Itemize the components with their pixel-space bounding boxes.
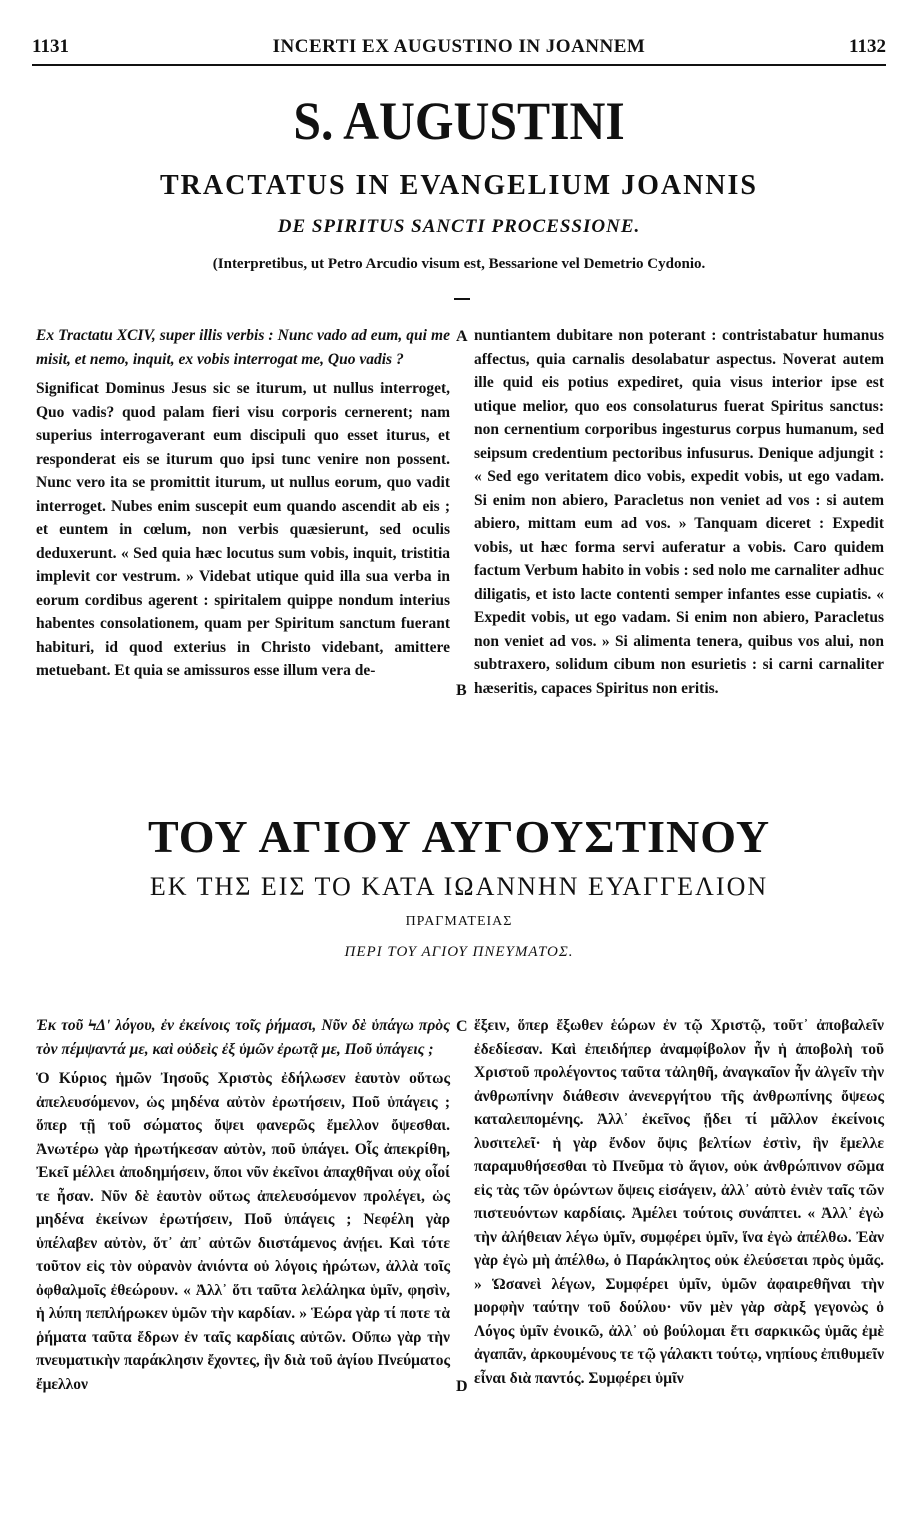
greek-caption: Ἐκ τοῦ ϞΔʹ λόγου, ἐν ἐκείνοις τοῖς ῥήμασι, Νῦν δὲ ὑπάγω πρὸς τὸν πέμψαντά με, καὶ οὐδεὶς ἐξ ὑμῶν ἐρωτᾷ με, Ποῦ ὑπάγεις ;: [36, 1017, 450, 1058]
latin-right-column: [474, 324, 884, 700]
greek-right-column: [474, 1014, 884, 1390]
greek-section-title: ΠΕΡΙ ΤΟΥ ΑΓΙΟΥ ΠΝΕΥΜΑΤΟΣ.: [344, 944, 574, 960]
margin-marker-a: A: [456, 328, 468, 345]
latin-interpreters: (Interpretibus, ut Petro Arcudio visum est, Bessarione vel Demetrio Cydonio.: [212, 256, 706, 272]
latin-left-text: Significat Dominus Jesus sic se iturum, ut nullus interroget, Quo vadis? quod palam fieri visu corporis cernerent; nam superius interrogaverant eum discipuli quo esset iturus, et responderat eis se iturum quo ipsi tunc venire non possent. Nunc vero ita se promittit iturum, ut nullus eorum, quo vadit interroget. Nubes enim suscepit eum quando ascendit ab eis ; et euntem in cœlum, non verbis quæsierunt, sed oculis deduxerunt. « Sed quia hæc locutus sum vobis, inquit, tristitia implevit cor vestrum. » Videbat utique quid illa sua verba in eorum cordibus agerent : spiritalem quippe nondum interius habentes consolationem, quam per Spiritum sanctum fuerant habituri, id quod exterius in Christo videbant, amittere metuebant. Et quia se amissuros esse illum vera de-: [36, 380, 450, 679]
greek-right-text: ἕξειν, ὅπερ ἔξωθεν ἑώρων ἐν τῷ Χριστῷ, τοῦτ᾽ ἀποβαλεῖν ἐδεδίεσαν. Καὶ ἐπειδήπερ ἀναμφίβολον ἦν ἡ ἀποβολὴ τοῦ Χριστοῦ προλέγοντος ταῦτα τἀληθῆ, ἀναγκαῖον ἦν ἀλγεῖν τὴν ἀνθρωπίνην διάθεσιν ἀνενεργήτου τῆς ἀνθρωπίνης ὄψεως καταλειπομένης. Ἀλλ᾽ ἐκεῖνος ᾔδει τί μᾶλλον ἐκείνοις λυσιτελεῖ· ἡ γὰρ ἔνδον ὄψις βελτίων ἐστὶν, ἣν ἔμελλε παραμυθήσεσθαι τὸ Πνεῦμα τὸ ἅγιον, οὐκ ἀνθρώπινον σῶμα εἰς τὰς τῶν ὁρώντων ὄψεις εἰσάγειν, ἀλλ᾽ αὐτὸ ἐνιὲν ταῖς τῶν πιστευόντων καρδίαις. Ἀμέλει τούτοις συνάπτει. « Ἀλλ᾽ ἐγὼ τὴν ἀλήθειαν λέγω ὑμῖν, συμφέρει ὑμῖν, ἵνα ἐγὼ ἀπέλθω. Ἐὰν γὰρ ἐγὼ μὴ ἀπέλθω, ὁ Παράκλητος οὐκ ἐλεύσεται πρὸς ὑμᾶς. » Ὡσανεὶ λέγων, Συμφέρει ὑμῖν, ὑμῶν ἀφαιρεθῆναι τὴν μορφὴν ταύτην τοῦ δούλου· νῦν μὲν γὰρ σὰρξ γεγονὼς ὁ Λόγος ὑμῖν ἐνοικῶ, ἀλλ᾽ οὐ βούλομαι ἔτι σαρκικῶς ὑμᾶς ἐμὲ ἀγαπᾶν, ἀρκουμένους τε τῷ γάλακτι τούτῳ, νηπίους ἐπιθυμεῖν εἶναι διὰ παντός. Συμφέρει ὑμῖν: [474, 1017, 884, 1387]
section-dash: [454, 298, 470, 300]
latin-title: S. AUGUSTINI: [293, 91, 625, 151]
greek-subtitle: ΕΚ ΤΗΣ ΕΙΣ ΤΟ ΚΑΤΑ ΙΩΑΝΝΗΝ ΕΥΑΓΓΕΛΙΟΝ: [149, 872, 769, 901]
margin-marker-d: D: [456, 1378, 468, 1395]
latin-left-column: [36, 324, 450, 683]
page-number-left: 1131: [32, 36, 69, 57]
latin-subsubtitle: DE SPIRITUS SANCTI PROCESSIONE.: [277, 216, 641, 237]
greek-left-text: Ὁ Κύριος ἡμῶν Ἰησοῦς Χριστὸς ἐδήλωσεν ἑαυτὸν οὕτως ἀπελευσόμενον, ὡς μηδένα αὐτὸν ἐρωτήσειν, Ποῦ ὑπάγεις ; ὅπερ τῇ τοῦ σώματος ὄψει φανερῶς ἔμελλον ὄψεσθαι. Ἀνωτέρω γὰρ ἠρωτήκεσαν αὐτὸν, ποῦ ὑπάγει. Οἷς ἀπεκρίθη, Ἐκεῖ μέλλει ἀποδημήσειν, ὅποι νῦν ἐκεῖνοι ἀπαχθῆναι οὐχ οἷοί τε ἦσαν. Νῦν δὲ ἑαυτὸν οὕτως ἀπελευσόμενον προλέγει, ὡς μηδένα ἐκείνων ἐρωτήσειν, Ποῦ ὑπάγεις ; Νεφέλη γὰρ ὑπέλαβεν αὐτὸν, ὅτ᾽ ἀπ᾽ αὐτῶν διιστάμενος ἀνῄει. Καὶ τότε τοῦτον εἰς τὸν οὐρανὸν ἀνιόντα οὐ λόγοις ἠρώτων, ἀλλὰ τοῖς ὀφθαλμοῖς ἐθεώρουν. « Ἀλλ᾽ ὅτι ταῦτα λελάληκα ὑμῖν, φησὶν, ἡ λύπη πεπλήρωκεν ὑμῶν τὴν καρδίαν. » Ἑώρα γὰρ τί ποτε τὰ ῥήματα ταῦτα ἔδρων ἐν ταῖς καρδίαις αὐτῶν. Οὔπω γὰρ τὴν πνευματικὴν παράκλησιν ἔχοντες, ἣν διὰ τοῦ ἁγίου Πνεύματος ἔμελλον: [36, 1070, 450, 1393]
margin-marker-b: B: [456, 682, 467, 699]
latin-subtitle: TRACTATUS IN EVANGELIUM JOANNIS: [160, 170, 758, 201]
page-number-right: 1132: [849, 36, 886, 57]
page-header: [32, 36, 886, 62]
header-rule: [32, 64, 886, 66]
latin-caption: Ex Tractatu XCIV, super illis verbis : Nunc vado ad eum, qui me misit, et nemo, inquit, ex vobis interrogat me, Quo vadis ?: [36, 327, 450, 368]
latin-right-text: nuntiantem dubitare non poterant : contristabatur humanus affectus, quia carnalis desolabatur aspectus. Noverat autem ille quid eis potius expediret, quia visus interior ipse est utique melior, quo eos consolaturus fuerat Spiritus sanctus: non cernentium corporibus ingesturus corpus humanum, sed seipsum credentium pectoribus infusurus. Denique adjungit : « Sed ego veritatem dico vobis, expedit vobis, ut ego vadam. Si enim non abiero, Paracletus non veniet ad vos : si autem abiero, mittam eum ad vos. » Tanquam diceret : Expedit vobis, ut hæc forma servi auferatur a vobis. Caro quidem factum Verbum habito in vobis : sed nolo me carnaliter adhuc diligatis, et isto lacte contenti semper infantes esse cupiatis. « Expedit vobis, ut ego vadam. Si enim non abiero, Paracletus non veniet ad vos. » Si alimenta tenera, quibus vos alui, non subtraxero, solidum cibum non esurietis : si carni carnaliter hæseritis, capaces Spiritus non eritis.: [474, 327, 884, 697]
greek-title: ΤΟΥ ΑΓΙΟΥ ΑΥΓΟΥΣΤΙΝΟΥ: [147, 811, 771, 862]
running-title: INCERTI EX AUGUSTINO IN JOANNEM: [272, 36, 646, 57]
greek-subsubtitle: ΠΡΑΓΜΑΤΕΙΑΣ: [405, 914, 513, 929]
greek-left-column: [36, 1014, 450, 1396]
margin-marker-c: C: [456, 1018, 468, 1035]
